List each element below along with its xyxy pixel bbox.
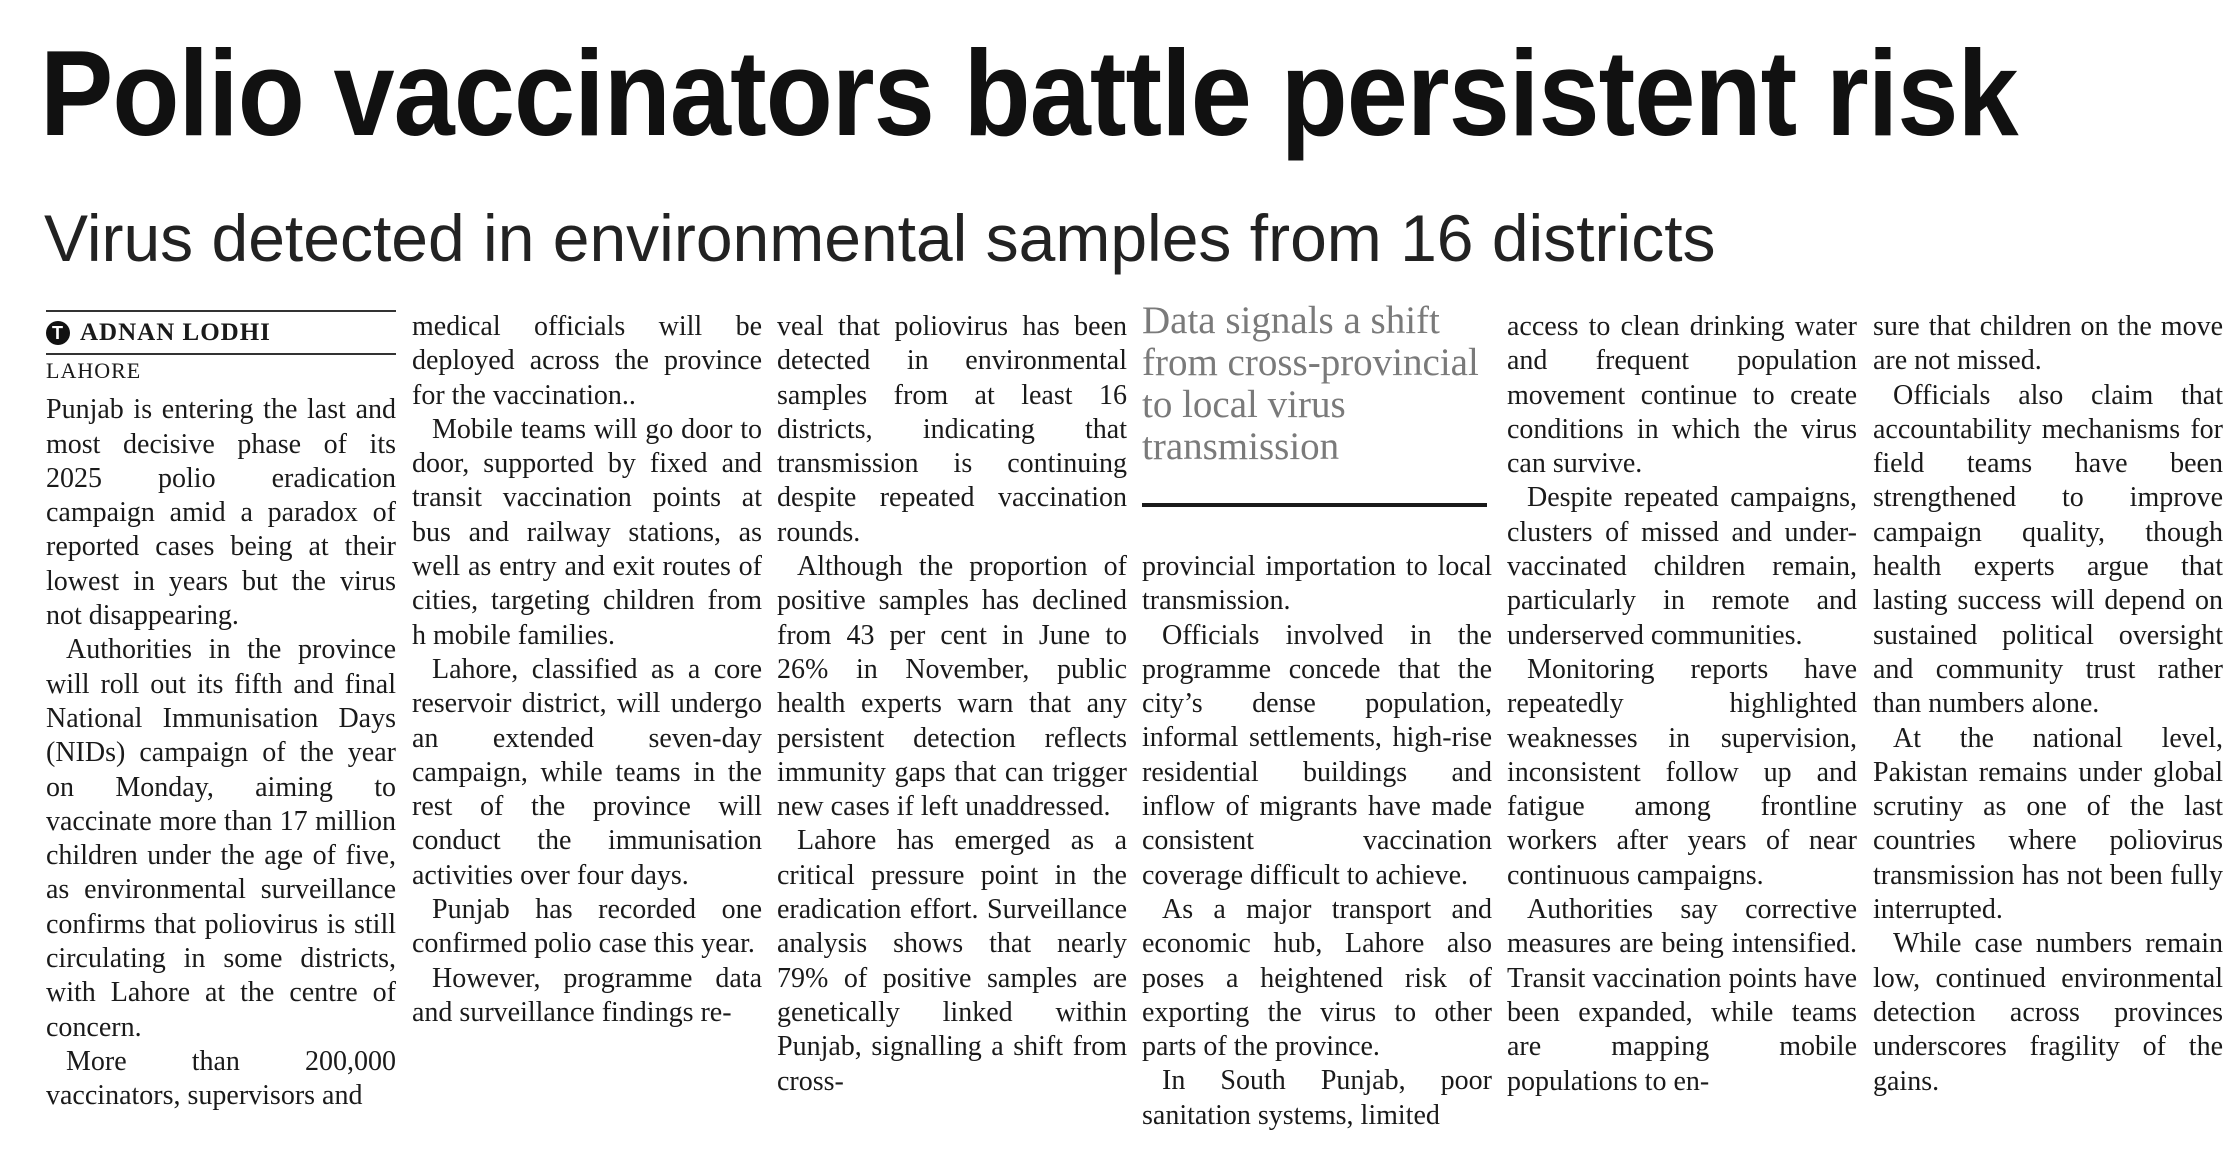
paragraph: medical officials will be deployed across the province for the vaccination.. (412, 311, 762, 411)
paragraph: While case numbers remain low, continued environmental detection across provinces underscores fragility of the gains. (1873, 928, 2223, 1097)
byline (46, 312, 396, 355)
dateline: LAHORE (46, 358, 142, 384)
paragraph: Lahore has emerged as a critical pressure point in the eradication effort. Surveillance analysis shows that nearly 79% of positive samples are genetically linked within Punjab, signalling a shift from cross- (777, 825, 1127, 1097)
paragraph: sure that children on the move are not missed. (1873, 311, 2223, 377)
paragraph: In South Punjab, poor sanitation systems, limited (1142, 1065, 1492, 1131)
paragraph: veal that poliovirus has been detected in environmental samples from at least 16 districts, indicating that transmission is continuing despite repeated vaccination rounds. (777, 311, 1127, 548)
publication-logo-icon: T (46, 321, 70, 345)
paragraph: Punjab has recorded one confirmed polio case this year. (412, 894, 762, 960)
paragraph: However, programme data and surveillance findings re- (412, 962, 762, 1028)
paragraph: More than 200,000 vaccinators, supervisors and (46, 1045, 396, 1112)
paragraph: Authorities in the province will roll out its fifth and final National Immunisation Days (NIDs) campaign of the year on Monday, aiming to vaccinate more than 17 million children under the age of five, as environmental surveillance confirms that poliovirus is still circulating in some districts, with Lahore at the centre of concern. (46, 634, 396, 1043)
paragraph: Officials involved in the programme concede that the city’s dense population, informal settlements, high-rise residential buildings and inflow of migrants have made consistent vaccination coverage difficult to achieve. (1142, 619, 1492, 891)
paragraph: Despite repeated campaigns, clusters of missed and under-vaccinated children remain, particularly in remote and underserved communities. (1507, 482, 1857, 651)
pull-quote: Data signals a shift from cross-provincial to local virus transmission (1142, 299, 1479, 468)
paragraph: Monitoring reports have repeatedly highlighted weaknesses in supervision, inconsistent follow up and fatigue among frontline workers after years of near continuous campaigns. (1507, 653, 1857, 891)
paragraph: Although the proportion of positive samples has declined from 43 per cent in June to 26% in November, public health experts warn that any persistent detection reflects immunity gaps that can trigger new cases if left unaddressed. (777, 551, 1127, 823)
paragraph: provincial importation to local transmission. (1142, 551, 1492, 617)
article-column-2 (412, 310, 762, 1030)
subheadline: Virus detected in environmental samples from 16 districts (44, 201, 1716, 275)
author-name: ADNAN LODHI (80, 319, 271, 346)
paragraph: Mobile teams will go door to door, supported by fixed and transit vaccination points at bus and railway stations, as well as entry and exit routes of cities, targeting children from h mobile families. (412, 413, 762, 651)
paragraph: Officials also claim that accountability mechanisms for field teams have been strengthened to improve campaign quality, though health experts argue that lasting success will depend on sustained political oversight and community trust rather than numbers alone. (1873, 379, 2223, 720)
headline: Polio vaccinators battle persistent risk (40, 25, 2018, 161)
article-column-6 (1873, 310, 2223, 1099)
article-column-1 (46, 310, 396, 1114)
paragraph: access to clean drinking water and frequent population movement continue to create conditions in which the virus can survive. (1507, 311, 1857, 480)
article-column-5 (1507, 310, 1857, 1099)
article-column-4 (1142, 550, 1492, 1133)
paragraph: Lahore, classified as a core reservoir district, will undergo an extended seven-day campaign, while teams in the rest of the province will conduct the immunisation activities over four days. (412, 653, 762, 891)
pull-quote-rule (1142, 503, 1487, 507)
paragraph: As a major transport and economic hub, Lahore also poses a heightened risk of exporting the virus to other parts of the province. (1142, 893, 1492, 1063)
paragraph: At the national level, Pakistan remains under global scrutiny as one of the last countries where poliovirus transmission has not been fully interrupted. (1873, 722, 2223, 926)
article-column-3 (777, 310, 1127, 1099)
paragraph: Authorities say corrective measures are being intensified. Transit vaccination points have been expanded, while teams are mapping mobile populations to en- (1507, 894, 1857, 1097)
paragraph: Punjab is entering the last and most decisive phase of its 2025 polio eradication campaign amid a paradox of reported cases being at their lowest in years but the virus not disappearing. (46, 394, 396, 632)
